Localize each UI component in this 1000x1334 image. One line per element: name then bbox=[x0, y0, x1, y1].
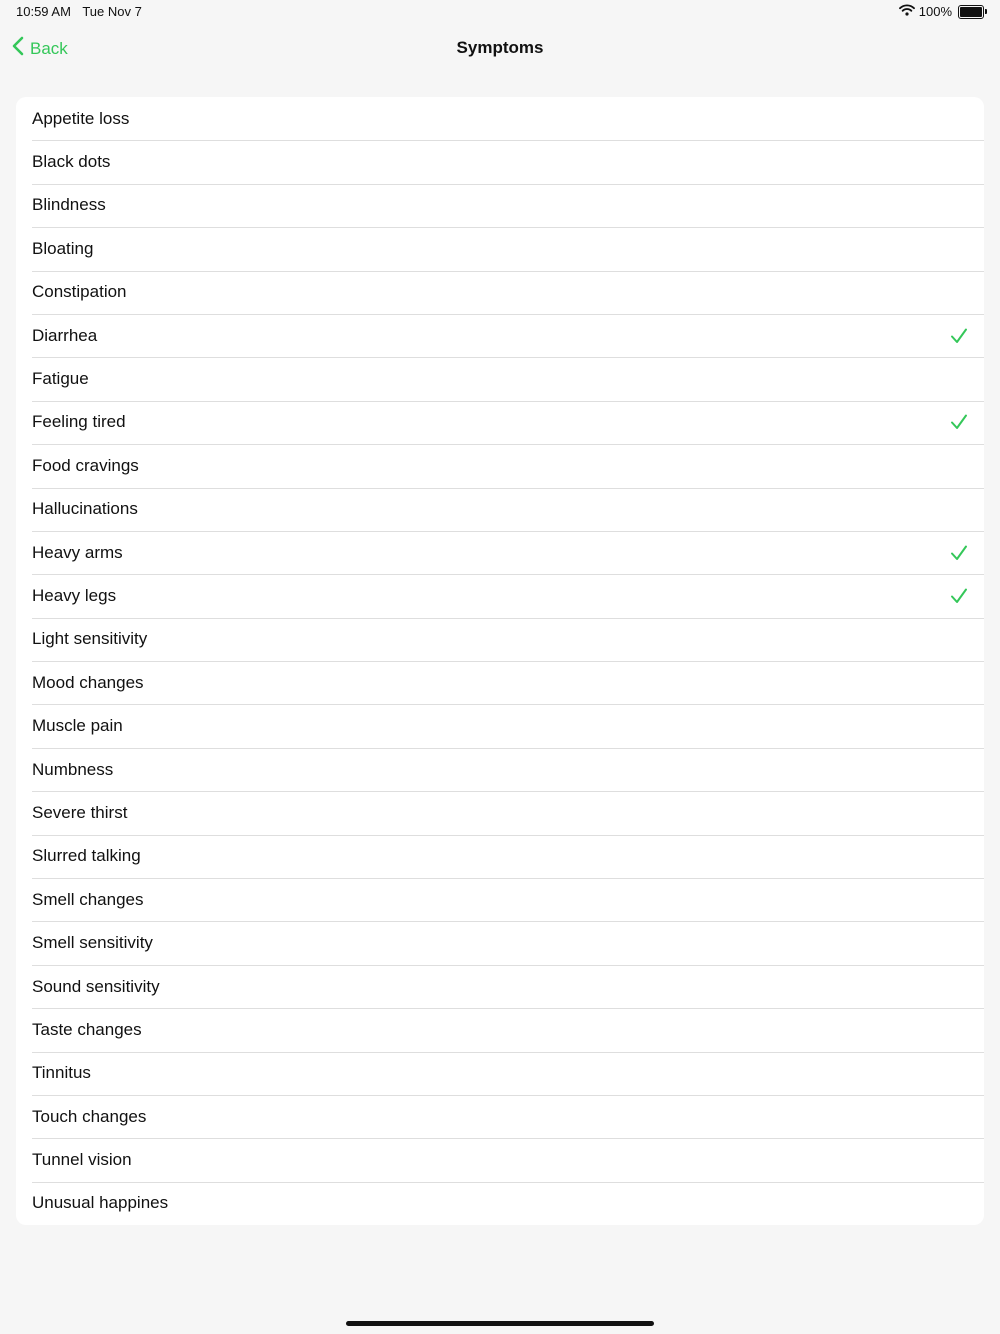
page-title: Symptoms bbox=[456, 38, 544, 57]
list-item[interactable] bbox=[16, 444, 984, 487]
list-item[interactable] bbox=[16, 661, 984, 704]
symptom-label: Slurred talking bbox=[32, 846, 141, 866]
list-item[interactable] bbox=[16, 921, 984, 964]
home-indicator bbox=[346, 1321, 654, 1326]
list-item[interactable] bbox=[16, 965, 984, 1008]
list-item[interactable] bbox=[16, 271, 984, 314]
list-item[interactable] bbox=[16, 1138, 984, 1181]
symptom-label: Touch changes bbox=[32, 1106, 147, 1126]
list-item[interactable] bbox=[16, 1182, 984, 1225]
symptom-label: Smell changes bbox=[32, 889, 144, 909]
list-item[interactable] bbox=[16, 97, 984, 140]
symptom-label: Smell sensitivity bbox=[32, 933, 153, 953]
symptom-label: Black dots bbox=[32, 152, 111, 172]
list-item[interactable] bbox=[16, 140, 984, 183]
list-item[interactable] bbox=[16, 401, 984, 444]
symptom-label: Unusual happines bbox=[32, 1193, 169, 1213]
battery-fill bbox=[960, 7, 982, 17]
symptom-label: Feeling tired bbox=[32, 412, 126, 432]
symptom-label: Hallucinations bbox=[32, 499, 138, 519]
status-date: Tue Nov 7 bbox=[82, 4, 142, 19]
list-item[interactable] bbox=[16, 835, 984, 878]
checkmark-icon bbox=[950, 327, 968, 345]
list-item[interactable] bbox=[16, 704, 984, 747]
list-item[interactable] bbox=[16, 574, 984, 617]
list-item[interactable] bbox=[16, 748, 984, 791]
list-item[interactable] bbox=[16, 1095, 984, 1138]
list-item[interactable] bbox=[16, 878, 984, 921]
list-item[interactable] bbox=[16, 314, 984, 357]
navigation-bar bbox=[0, 28, 1000, 68]
list-item[interactable] bbox=[16, 357, 984, 400]
list-item[interactable] bbox=[16, 618, 984, 661]
symptom-label: Heavy arms bbox=[32, 542, 123, 562]
status-time: 10:59 AM bbox=[16, 4, 71, 19]
symptom-label: Muscle pain bbox=[32, 716, 123, 736]
symptom-list bbox=[16, 97, 984, 1225]
symptom-label: Tinnitus bbox=[32, 1063, 91, 1083]
symptom-label: Heavy legs bbox=[32, 585, 117, 605]
symptom-label: Bloating bbox=[32, 238, 94, 258]
symptom-label: Tunnel vision bbox=[32, 1150, 132, 1170]
list-item[interactable] bbox=[16, 227, 984, 270]
symptom-label: Blindness bbox=[32, 195, 106, 215]
status-right bbox=[899, 4, 984, 19]
back-label: Back bbox=[30, 38, 68, 58]
list-item[interactable] bbox=[16, 791, 984, 834]
symptom-label: Light sensitivity bbox=[32, 629, 148, 649]
checkmark-icon bbox=[950, 587, 968, 605]
symptom-label: Sound sensitivity bbox=[32, 976, 160, 996]
status-bar bbox=[0, 0, 1000, 24]
symptom-label: Taste changes bbox=[32, 1019, 142, 1039]
list-item[interactable] bbox=[16, 531, 984, 574]
list-item[interactable] bbox=[16, 184, 984, 227]
symptom-label: Mood changes bbox=[32, 672, 144, 692]
checkmark-icon bbox=[950, 413, 968, 431]
symptom-label: Food cravings bbox=[32, 455, 139, 475]
symptom-label: Diarrhea bbox=[32, 325, 98, 345]
symptom-label: Numbness bbox=[32, 759, 114, 779]
list-item[interactable] bbox=[16, 488, 984, 531]
list-item[interactable] bbox=[16, 1052, 984, 1095]
list-item[interactable] bbox=[16, 1008, 984, 1051]
symptom-label: Appetite loss bbox=[32, 108, 130, 128]
battery-percent: 100% bbox=[918, 4, 952, 19]
battery-icon bbox=[958, 5, 984, 19]
symptom-label: Severe thirst bbox=[32, 802, 128, 822]
symptom-label: Fatigue bbox=[32, 369, 89, 389]
checkmark-icon bbox=[950, 544, 968, 562]
symptom-label: Constipation bbox=[32, 282, 127, 302]
wifi-icon bbox=[899, 4, 915, 19]
status-left bbox=[16, 4, 150, 19]
